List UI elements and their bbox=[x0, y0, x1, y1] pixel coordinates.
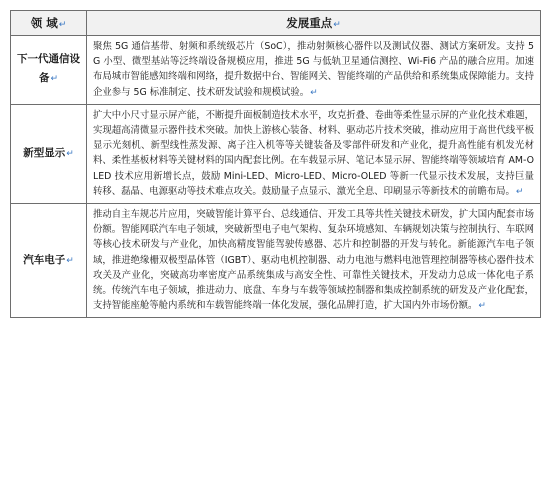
focus-text: 扩大中小尺寸显示屏产能，不断提升面板制造技术水平，攻克折叠、卷曲等柔性显示屏的产业化技术难题，实现超高清微显示器件技术突破。加快上游核心装备、材料、驱动芯片技术突破，推动应用于高世代线平板显示光刻机、新型线性蒸发源、离子注入机等等关键装备及零部件研发和产业化，提升高性能有机发光材料、柔性基板材料等关键材料的国内配套比例。在车载显示屏、笔记本显示屏、智能终端等领域培育 AM-OLED 技术应用新增长点，鼓励 Mini-LED、Micro-LED、Micro-OLED 等新一代显示技术发展，支持巨量转移、磊晶、电源驱动等技术难点攻关。鼓励量子点显示、激光全息、印刷显示等新技术的前瞻布局。 bbox=[93, 109, 535, 197]
return-mark: ↵ bbox=[66, 255, 74, 266]
header-field-label: 领 域 bbox=[30, 16, 58, 30]
field-cell-display bbox=[11, 104, 87, 203]
return-mark: ↵ bbox=[58, 20, 67, 30]
field-label: 汽车电子 bbox=[23, 253, 66, 266]
field-cell-communication bbox=[11, 36, 87, 105]
table-row bbox=[11, 36, 541, 105]
return-mark: ↵ bbox=[333, 20, 341, 30]
return-mark: ↵ bbox=[310, 87, 318, 98]
table-row bbox=[11, 104, 541, 203]
field-label: 下一代通信设备 bbox=[17, 53, 80, 85]
return-mark: ↵ bbox=[478, 301, 486, 312]
table-row bbox=[11, 204, 541, 318]
table-header-row bbox=[11, 11, 541, 36]
header-focus-label: 发展重点 bbox=[286, 16, 333, 30]
return-mark: ↵ bbox=[50, 74, 59, 85]
development-focus-table bbox=[10, 10, 541, 318]
header-field bbox=[11, 11, 87, 36]
focus-cell-display bbox=[87, 104, 541, 203]
field-label: 新型显示 bbox=[23, 146, 66, 159]
focus-text: 聚焦 5G 通信基带、射频和系统级芯片（SoC），推动射频核心器件以及测试仪器、测试方案研发。支持 5G 小型、微型基站等泛终端设备规模应用，推进 5G 与低轨卫星通信测控、Wi-Fi6 产品的融合应用。加速布局城市智能感知终端和网络，提升数据中台、智能网关、智能终端的产品供给和系统集成保障能力。支持企业参与 5G 标准制定、技术研发试验和规模试验。 bbox=[93, 41, 534, 98]
focus-cell-automotive bbox=[87, 204, 541, 318]
header-focus bbox=[87, 11, 541, 36]
focus-cell-communication bbox=[87, 36, 541, 105]
focus-text: 推动自主车规芯片应用，突破智能计算平台、总线通信、开发工具等共性关键技术研发，扩大国内配套市场份额。智能网联汽车电子领域，突破新型电子电气架构、复杂环境感知、车辆规划决策与控制执行、车联网等核心技术研发与产业化，加快高精度智能驾驶传感器、芯片和控制器的开发与转化。新能源汽车电子领域，推进绝缘栅双极型晶体管（IGBT）、驱动电机控制器、动力电池与燃料电池管理控制器等核心器件技术攻关及产业化，突破高功率密度产品系统集成与高安全性、可靠性关键技术，开发动力总成一体化电子系统。传统汽车电子领域，推进动力、底盘、车身与车载等领域控制器和集成控制系统的研发及产业化配套，支持智能座舱等舱内系统和车载智能终端一体化发展，强化品牌打造，扩大国内外市场份额。 bbox=[93, 209, 534, 312]
return-mark: ↵ bbox=[515, 186, 524, 197]
field-cell-automotive bbox=[11, 204, 87, 318]
return-mark: ↵ bbox=[66, 148, 74, 159]
